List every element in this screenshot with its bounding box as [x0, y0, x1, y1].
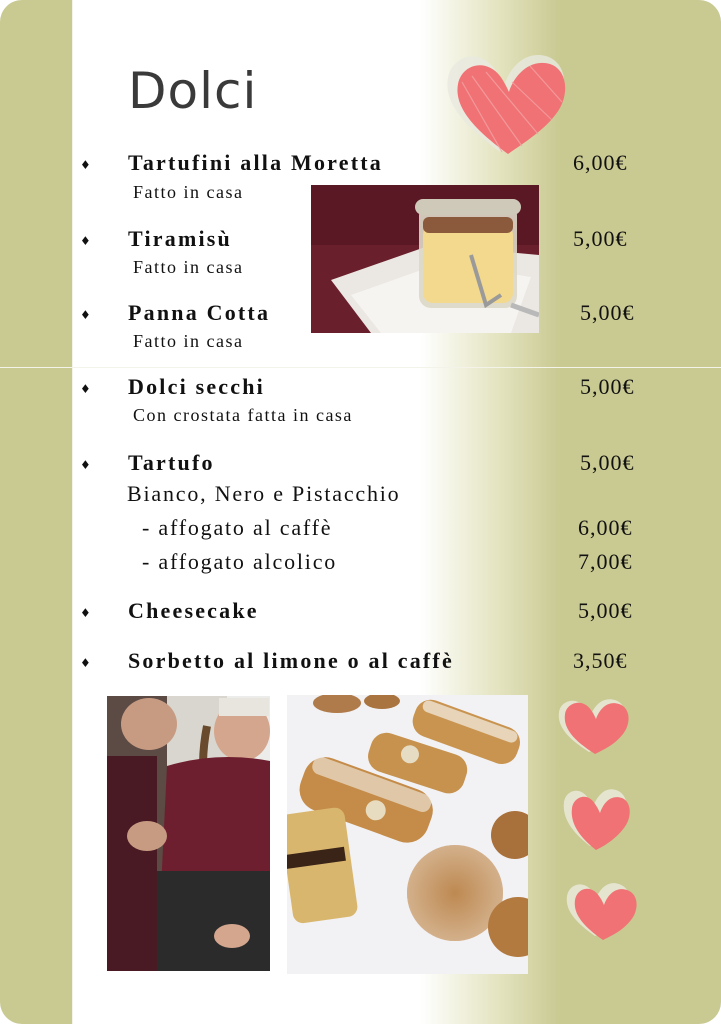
- item-note-tartufo: Bianco, Nero e Pistacchio: [127, 481, 401, 506]
- item-name-sorbetto: Sorbetto al limone o al caffè: [128, 648, 454, 673]
- item-price-tartufo: 5,00€: [580, 450, 635, 475]
- option-price-affogato-caffe: 6,00€: [578, 515, 633, 540]
- left-rule: [72, 0, 73, 1024]
- heart-icon: [560, 780, 632, 852]
- tiramisu-photo: [311, 185, 539, 333]
- item-name-tiramisu: Tiramisù: [128, 226, 232, 251]
- item-price-dolci-secchi: 5,00€: [580, 374, 635, 399]
- option-price-affogato-alcolico: 7,00€: [578, 549, 633, 574]
- item-price-panna-cotta: 5,00€: [580, 300, 635, 325]
- item-name-panna-cotta: Panna Cotta: [128, 300, 271, 325]
- option-label-affogato-caffe: - affogato al caffè: [142, 515, 333, 540]
- bullet-icon: ♦: [80, 158, 91, 172]
- staff-photo: [107, 696, 270, 971]
- heart-icon: [563, 874, 639, 944]
- item-name-tartufo: Tartufo: [128, 450, 215, 475]
- item-price-cheesecake: 5,00€: [578, 598, 633, 623]
- option-label-affogato-alcolico: - affogato alcolico: [142, 549, 338, 574]
- item-price-sorbetto: 3,50€: [573, 648, 628, 673]
- item-name-tartufini: Tartufini alla Moretta: [128, 150, 383, 175]
- item-price-tiramisu: 5,00€: [573, 226, 628, 251]
- item-price-tartufini: 6,00€: [573, 150, 628, 175]
- page-title: Dolci: [128, 62, 258, 120]
- bullet-icon: ♦: [80, 308, 91, 322]
- item-note-dolci-secchi: Con crostata fatta in casa: [133, 405, 353, 425]
- bullet-icon: ♦: [80, 606, 91, 620]
- item-note-tiramisu: Fatto in casa: [133, 257, 244, 277]
- bullet-icon: ♦: [80, 382, 91, 396]
- bullet-icon: ♦: [80, 656, 91, 670]
- bullet-icon: ♦: [80, 458, 91, 472]
- item-note-tartufini: Fatto in casa: [133, 182, 244, 202]
- heart-icon: [442, 42, 570, 160]
- item-name-cheesecake: Cheesecake: [128, 598, 259, 623]
- middle-rule: [0, 367, 721, 368]
- cookies-photo: [287, 695, 528, 974]
- item-note-panna-cotta: Fatto in casa: [133, 331, 244, 351]
- heart-icon: [555, 692, 631, 758]
- bullet-icon: ♦: [80, 234, 91, 248]
- item-name-dolci-secchi: Dolci secchi: [128, 374, 265, 399]
